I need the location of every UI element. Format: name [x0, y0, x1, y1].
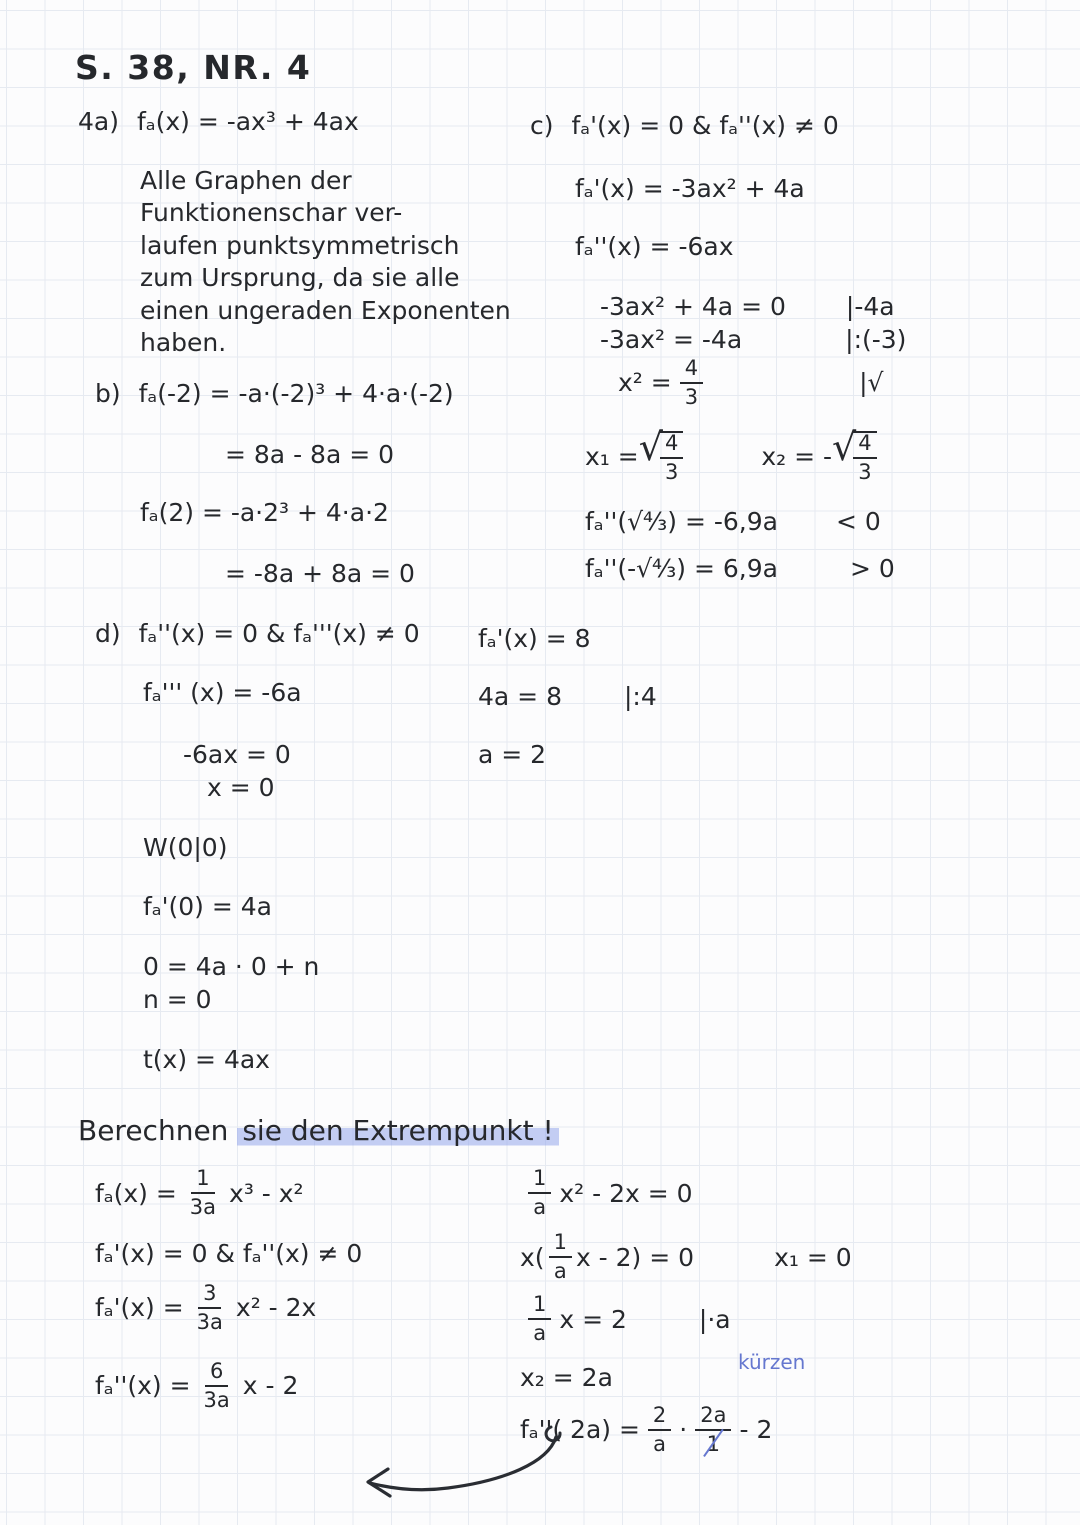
- task-left-column: [95, 1168, 362, 1411]
- equation-1: -3ax² + 4a = 0: [600, 291, 786, 321]
- fraction-denominator: 3a: [196, 1309, 223, 1334]
- formula-d7: n = 0: [143, 984, 212, 1014]
- label-a: 4a): [78, 107, 119, 136]
- tangent-equation: t(x) = 4ax: [143, 1045, 270, 1074]
- fraction-numerator: 4: [680, 358, 703, 384]
- explanation-line: haben.: [140, 328, 227, 357]
- inflection-point: W(0|0): [143, 833, 228, 862]
- f3-pre: fₐ'(x) =: [95, 1293, 184, 1322]
- fraction-6-3a: [199, 1358, 235, 1412]
- page-title: S. 38, NR. 4: [75, 48, 312, 87]
- fraction-denominator: 3: [664, 459, 679, 484]
- fraction-numerator: 6: [205, 1361, 228, 1387]
- multiplication-dot: ·: [679, 1415, 688, 1444]
- formula-dm3: a = 2: [478, 739, 547, 769]
- sign-check-2: [585, 554, 906, 583]
- condition-c: [530, 110, 906, 143]
- r1-post: x² - 2x = 0: [559, 1178, 693, 1208]
- equation-row-3: [618, 355, 906, 409]
- root-x2: x₂ = 2a: [520, 1363, 613, 1392]
- sign-check-1: [585, 507, 906, 536]
- curved-arrow-icon: [348, 1415, 578, 1520]
- formula-d3: x = 0: [207, 772, 275, 802]
- check-1-comparison: < 0: [835, 506, 881, 536]
- fraction-numerator: 1: [549, 1232, 572, 1258]
- fraction-denominator: a: [533, 1321, 547, 1345]
- fraction-denominator: 3: [858, 459, 872, 484]
- fraction-numerator: 1: [191, 1168, 214, 1194]
- extremum-condition: fₐ'(x) = 0 & fₐ''(x) ≠ 0: [95, 1239, 363, 1268]
- section-b: [95, 378, 454, 590]
- fraction-denominator: a: [533, 1195, 547, 1219]
- operation-note-3: |√: [859, 368, 884, 397]
- formula-d5: fₐ'(0) = 4a: [143, 891, 272, 921]
- label-d: d): [95, 619, 121, 648]
- fraction-4-3: [853, 431, 876, 483]
- task-heading-pre: Berechnen: [78, 1114, 238, 1147]
- fraction-denominator: 3a: [189, 1195, 217, 1219]
- fraction-4-3: [660, 431, 683, 483]
- explanation-line: laufen punktsymmetrisch: [140, 230, 460, 260]
- explanation-line: zum Ursprung, da sie alle: [140, 263, 460, 292]
- r2-pre: x(: [520, 1242, 545, 1272]
- explanation-line: Funktionenschar ver-: [140, 198, 403, 227]
- fraction-2a-1: [695, 1402, 731, 1456]
- formula-b1-text: fₐ(-2) = -a·(-2)³ + 4·a·(-2): [138, 379, 454, 408]
- formula-d2: -6ax = 0: [183, 740, 291, 769]
- fraction-numerator: 1: [528, 1168, 551, 1194]
- first-derivative: [95, 1280, 362, 1334]
- fraction-numerator: 1: [528, 1294, 551, 1320]
- operation-note-1: |-4a: [845, 291, 895, 321]
- label-c: c): [530, 111, 554, 140]
- f4-pre: fₐ''(x) =: [95, 1371, 191, 1400]
- function-definition: [95, 1168, 362, 1218]
- r5-pre: fₐ''( 2a) =: [520, 1415, 640, 1444]
- formula-b4: = -8a + 8a = 0: [225, 558, 415, 588]
- root-1-pre: x₁ =: [585, 441, 639, 471]
- equation-row-2: [600, 325, 906, 354]
- formula-d6: 0 = 4a · 0 + n: [143, 952, 320, 981]
- label-b: b): [95, 379, 121, 408]
- formula-d1: fₐ''' (x) = -6a: [143, 677, 302, 707]
- check-2-text: fₐ''(-√⁴⁄₃) = 6,9a: [585, 553, 778, 583]
- fraction-4-3: [680, 355, 703, 409]
- fraction-1-3a: [185, 1168, 221, 1218]
- f3-post: x² - 2x: [235, 1293, 317, 1322]
- explanation-line: einen ungeraden Exponenten: [140, 295, 511, 325]
- formula-dm1: fₐ'(x) = 8: [478, 624, 591, 653]
- equation-3-pre: x² =: [618, 368, 672, 397]
- task-heading-highlighted: sie den Extrempunkt !: [237, 1114, 558, 1147]
- condition-d: [95, 618, 420, 651]
- second-derivative: [95, 1358, 362, 1412]
- fraction-1-a: [528, 1294, 551, 1344]
- explanation-line: Alle Graphen der: [140, 165, 352, 195]
- formula-a: [78, 106, 511, 139]
- fraction-2-a: [648, 1402, 671, 1456]
- fraction-denominator: 3a: [203, 1387, 230, 1412]
- r2-post: x - 2) = 0: [575, 1242, 695, 1272]
- condition-c-text: fₐ'(x) = 0 & fₐ''(x) ≠ 0: [571, 111, 839, 140]
- fraction-numerator: 2a: [695, 1405, 731, 1431]
- fraction-1-a: [528, 1168, 551, 1218]
- root-2-pre: x₂ = -: [761, 441, 832, 471]
- section-c: [530, 110, 906, 583]
- equation-r2: [520, 1232, 852, 1282]
- task-right-column: [520, 1168, 852, 1455]
- task-heading: [78, 1114, 559, 1147]
- operation-note-dm2: |:4: [623, 681, 657, 711]
- fraction-numerator: 4: [660, 433, 683, 459]
- operation-note-r3: |·a: [698, 1304, 731, 1334]
- fraction-denominator: a: [553, 1259, 567, 1283]
- fraction-denominator: 3: [684, 384, 699, 409]
- check-2-comparison: > 0: [849, 553, 895, 583]
- explanation-paragraph: [140, 165, 511, 360]
- kurzen-annotation: kürzen: [738, 1350, 806, 1374]
- section-a: [78, 106, 511, 360]
- condition-d-text: fₐ''(x) = 0 & fₐ'''(x) ≠ 0: [138, 619, 420, 648]
- sqrt-4-3: [832, 424, 885, 484]
- f1-pre: fₐ(x) =: [95, 1178, 177, 1208]
- f1-post: x³ - x²: [229, 1178, 304, 1208]
- f4-post: x - 2: [242, 1371, 299, 1400]
- equation-row-1: [600, 292, 906, 321]
- fraction-denominator: a: [653, 1431, 667, 1456]
- fraction-numerator: 2: [648, 1405, 671, 1431]
- formula-b3: fₐ(2) = -a·2³ + 4·a·2: [140, 498, 389, 527]
- fraction-3-3a: [192, 1280, 228, 1334]
- roots-row: [585, 424, 906, 484]
- radical-icon: √: [638, 424, 663, 469]
- equation-2: -3ax² = -4a: [600, 324, 743, 354]
- formula-dm2: 4a = 8: [478, 681, 562, 711]
- r3-post: x = 2: [559, 1304, 627, 1334]
- radical-icon: √: [832, 424, 857, 469]
- formula-b2: = 8a - 8a = 0: [225, 439, 395, 469]
- derivative-2: fₐ''(x) = -6ax: [575, 232, 734, 261]
- check-1-text: fₐ''(√⁴⁄₃) = -6,9a: [585, 506, 778, 536]
- formula-dm2-row: [478, 682, 657, 711]
- operation-note-2: |:(-3): [845, 324, 907, 354]
- derivative-1: fₐ'(x) = -3ax² + 4a: [575, 173, 805, 203]
- fraction-1-a: [549, 1232, 572, 1282]
- r5-post: - 2: [739, 1415, 773, 1444]
- equation-r1: [520, 1168, 852, 1218]
- section-d-middle: [478, 623, 657, 771]
- fraction-numerator: 4: [853, 433, 876, 459]
- fraction-numerator: 3: [198, 1283, 221, 1309]
- root-x1: x₁ = 0: [774, 1242, 852, 1272]
- formula-a-text: fₐ(x) = -ax³ + 4ax: [136, 107, 359, 136]
- fraction-denominator-cancelled: 1: [702, 1431, 725, 1455]
- equation-r3: [520, 1294, 852, 1344]
- section-d: [95, 618, 420, 1077]
- formula-b1: [95, 378, 454, 411]
- sqrt-4-3: [638, 424, 692, 484]
